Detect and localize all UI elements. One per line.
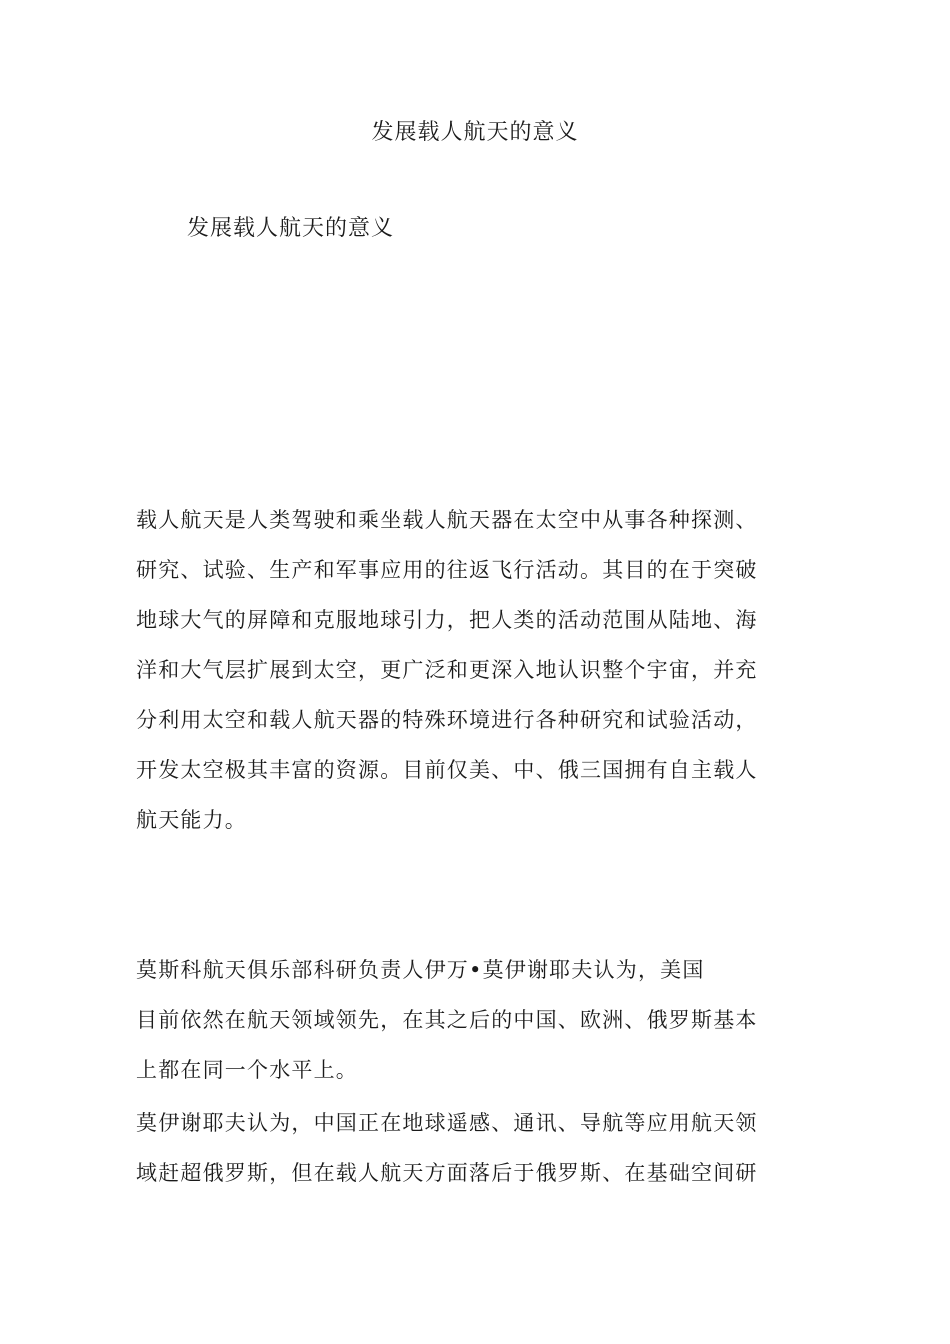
document-subtitle: 发展载人航天的意义 (187, 216, 395, 241)
paragraph-line: 航天能力。 (136, 808, 247, 832)
document-title: 发展载人航天的意义 (371, 120, 579, 145)
paragraph-line: 莫伊谢耶夫认为，中国正在地球遥感、通讯、导航等应用航天领 (136, 1111, 758, 1135)
paragraph-line: 洋和大气层扩展到太空，更广泛和更深入地认识整个宇宙，并充 (136, 658, 758, 682)
paragraph-moiseev-quote (136, 945, 816, 1095)
paragraph-line: 域赶超俄罗斯，但在载人航天方面落后于俄罗斯、在基础空间研 (136, 1161, 758, 1185)
paragraph-line: 上都在同一个水平上。 (136, 1058, 358, 1082)
paragraph-line: 地球大气的屏障和克服地球引力，把人类的活动范围从陆地、海 (136, 608, 758, 632)
paragraph-line: 开发太空极其丰富的资源。目前仅美、中、俄三国拥有自主载人 (136, 758, 758, 782)
paragraph-line: 目前依然在航天领域领先，在其之后的中国、欧洲、俄罗斯基本 (136, 1008, 758, 1032)
paragraph-line: 莫斯科航天俱乐部科研负责人伊万•莫伊谢耶夫认为，美国 (136, 958, 705, 982)
paragraph-line: 分利用太空和载人航天器的特殊环境进行各种研究和试验活动， (136, 708, 758, 732)
paragraph-line: 载人航天是人类驾驶和乘坐载人航天器在太空中从事各种探测、 (136, 508, 758, 532)
paragraph-comparison (136, 1098, 816, 1198)
paragraph-line: 研究、试验、生产和军事应用的往返飞行活动。其目的在于突破 (136, 558, 758, 582)
paragraph-intro (136, 495, 816, 845)
